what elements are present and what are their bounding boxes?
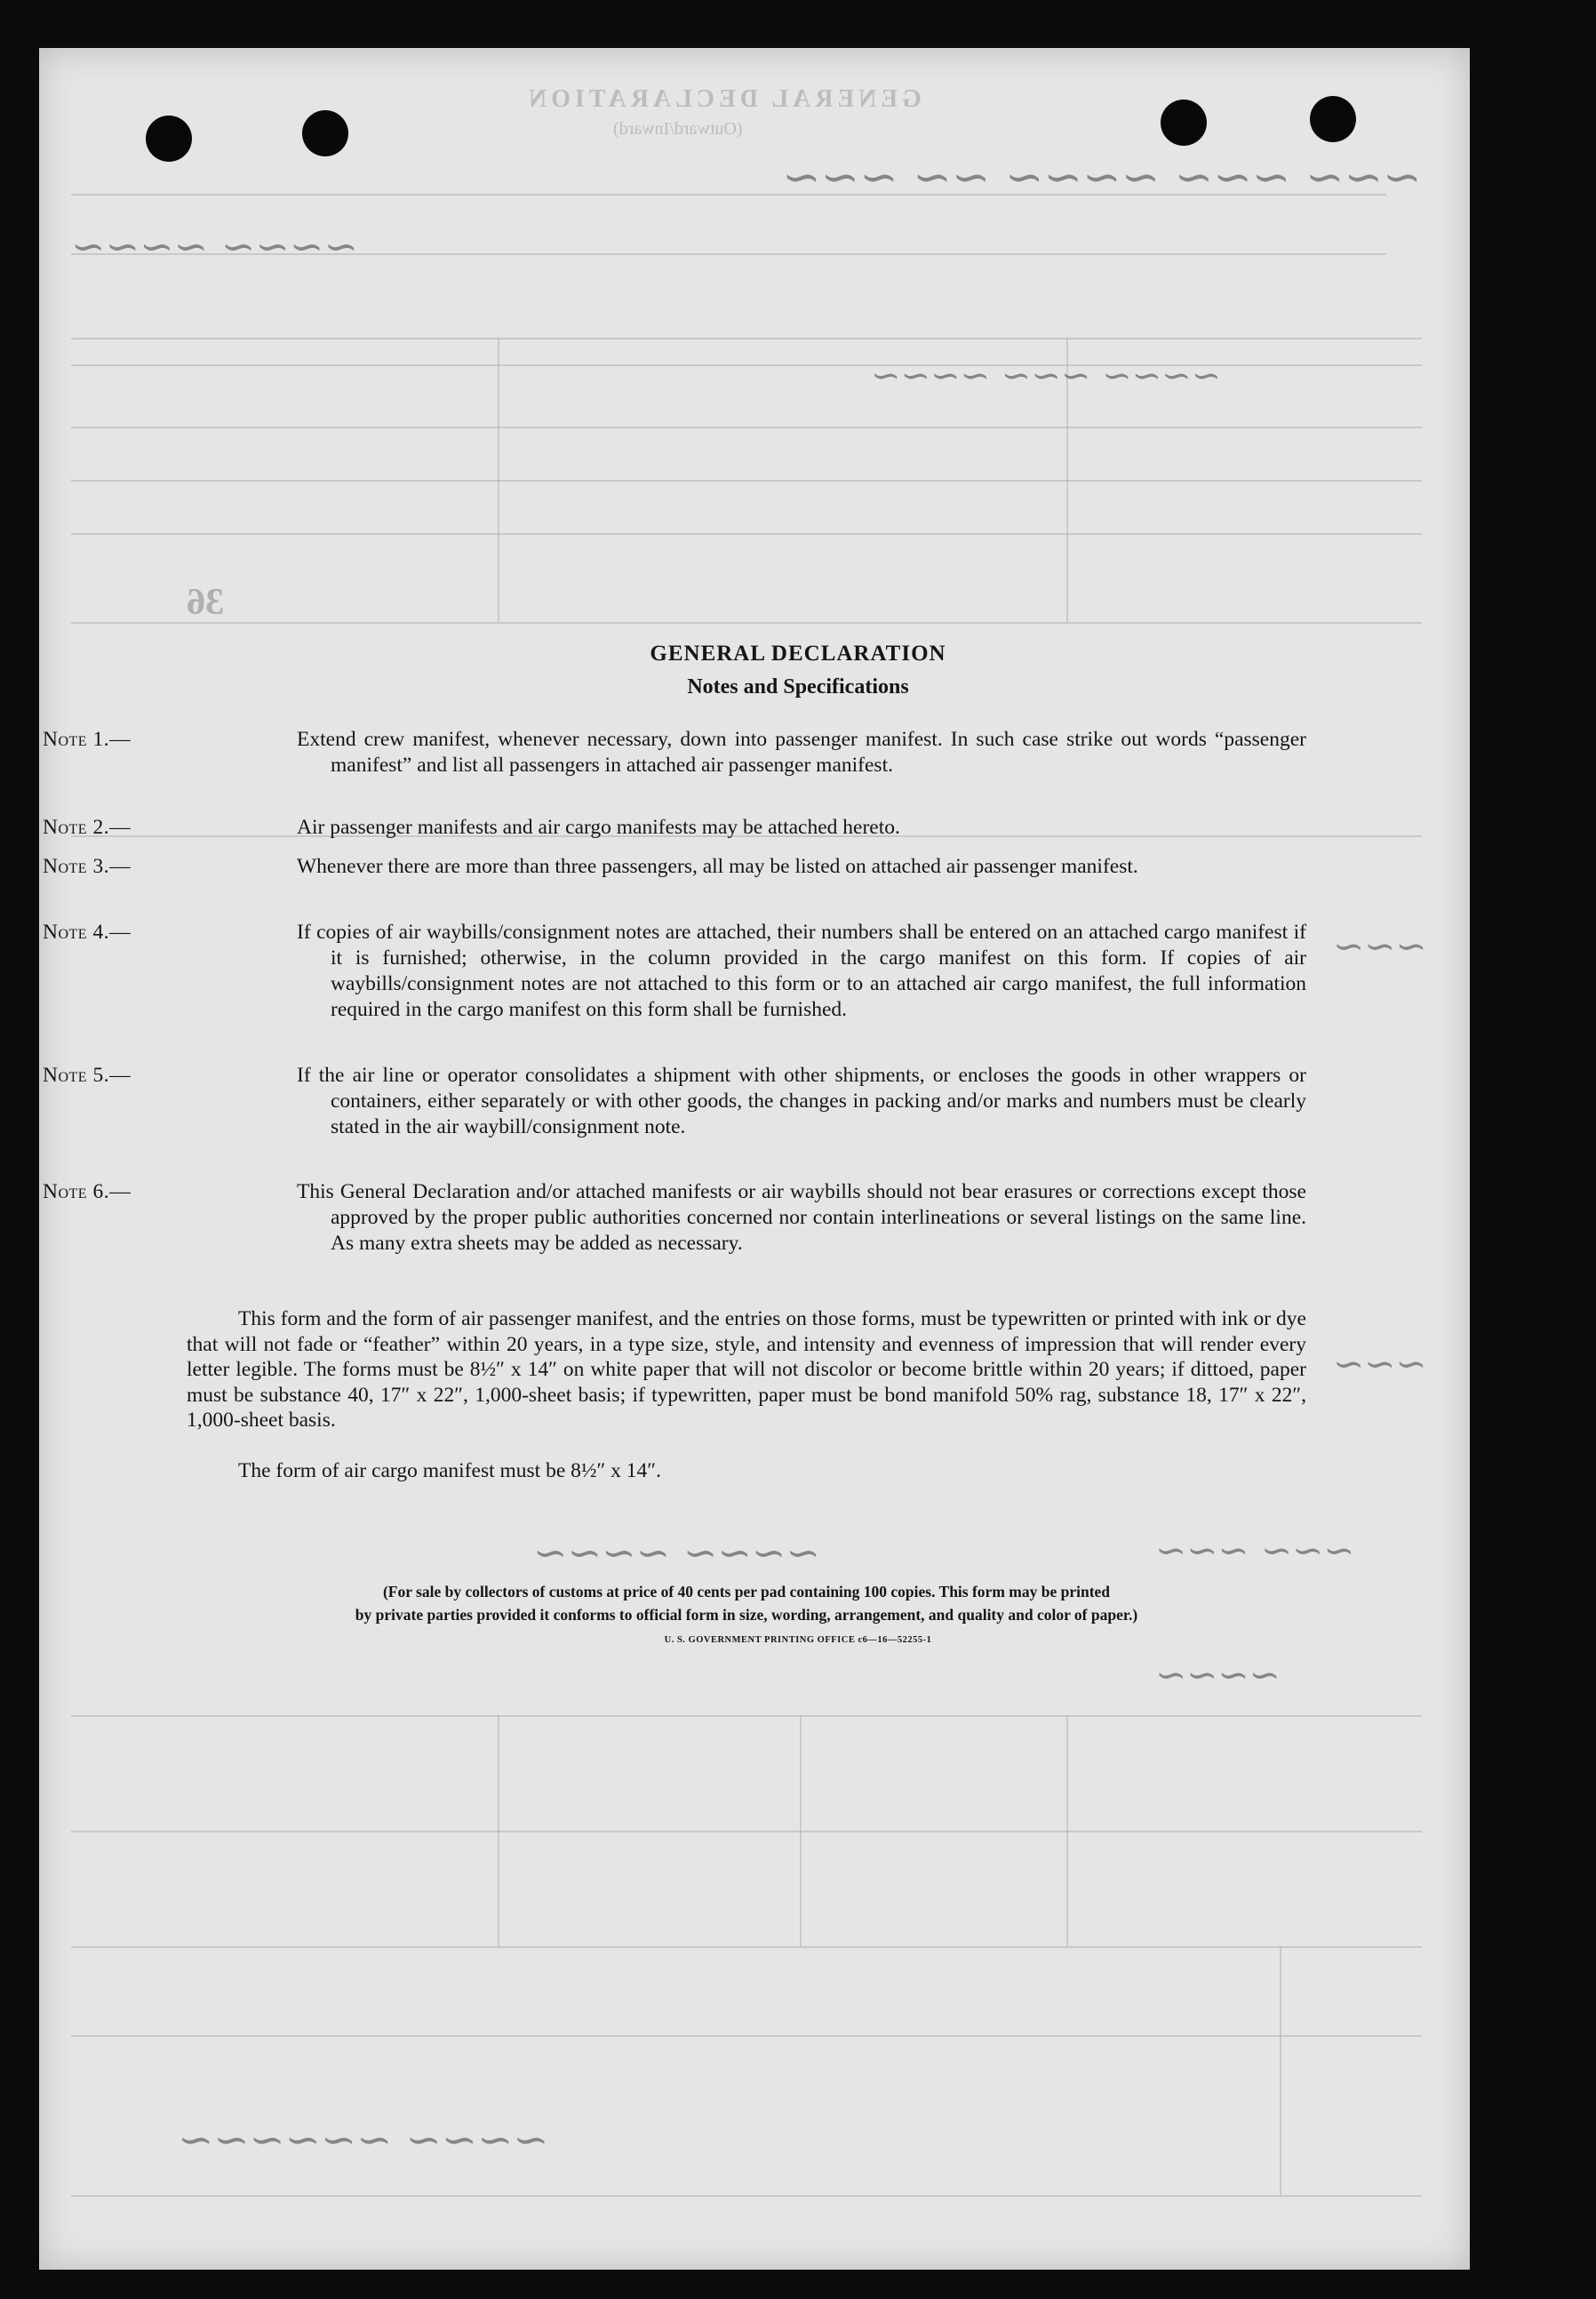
printing-office-imprint: U. S. GOVERNMENT PRINTING OFFICE c6—16—52255-1 xyxy=(664,1635,932,1645)
note-label: Note 6.— xyxy=(43,1180,132,1203)
note-3 xyxy=(43,854,1306,880)
note-text: Whenever there are more than three passengers, all may be listed on attached air passenger manifest. xyxy=(297,855,1138,878)
bleed-through-handwriting: ~~~ ~~~ xyxy=(1155,1529,1355,1572)
note-text: This General Declaration and/or attached manifests or air waybills should not bear erasures or corrections except those approved by the proper public authorities concerned nor contain interlineations or several listings on the same line. As many extra sheets may be added as necessary. xyxy=(297,1180,1306,1255)
note-label: Note 3.— xyxy=(43,855,132,878)
bleed-through-rule xyxy=(71,622,1422,624)
document-sheet xyxy=(39,48,1470,2270)
document-title: GENERAL DECLARATION xyxy=(650,642,946,666)
bleed-through-column-rule xyxy=(498,1715,499,1946)
bleed-through-handwriting: ~~~~ ~~~~ xyxy=(533,1529,820,1577)
sale-notice-line-1: (For sale by collectors of customs at price of 40 cents per pad containing 100 copies. This form may be printed xyxy=(382,1583,1111,1601)
note-text: Air passenger manifests and air cargo manifests may be attached hereto. xyxy=(297,816,900,839)
note-1 xyxy=(43,727,1306,778)
note-text: Extend crew manifest, whenever necessary, down into passenger manifest. In such case strike out words “passenger manifest” and list all passengers in attached air passenger manifest. xyxy=(297,728,1306,777)
bleed-through-rule xyxy=(71,1946,1422,1948)
bleed-through-rule xyxy=(71,1715,1422,1717)
bleed-through-handwriting: ~~~~ xyxy=(1155,1653,1281,1696)
note-label: Note 4.— xyxy=(43,921,132,944)
bleed-through-handwriting: ~~~ ~~~ ~~~~ ~~ ~~~ xyxy=(782,151,1422,204)
cargo-manifest-size-line: The form of air cargo manifest must be 8½″ x 14″. xyxy=(238,1459,661,1482)
bleed-through-rule xyxy=(71,2035,1422,2037)
bleed-through-column-rule xyxy=(800,1715,802,1946)
punch-hole-3 xyxy=(1161,100,1207,146)
bleed-through-subheading: (Outward/Inward) xyxy=(613,119,743,139)
note-5 xyxy=(43,1063,1306,1140)
bleed-through-handwriting: ~~~ xyxy=(1333,924,1427,968)
bleed-through-handwriting: ~~~~ ~~~ ~~~~ xyxy=(871,355,1222,396)
note-label: Note 5.— xyxy=(43,1064,132,1087)
bleed-through-column-rule xyxy=(498,338,499,622)
sale-notice xyxy=(178,1580,1315,1626)
bleed-through-column-rule xyxy=(1280,1946,1281,2195)
bleed-through-rule xyxy=(71,1831,1422,1832)
bleed-through-signature: ~~~~ ~~~~~~ xyxy=(178,2115,549,2165)
bleed-through-rule xyxy=(71,480,1422,482)
bleed-through-handwriting: ~~~~ ~~~~ xyxy=(71,222,358,270)
note-label: Note 1.— xyxy=(43,728,132,751)
note-text: If copies of air waybills/consignment notes are attached, their numbers shall be entered on an attached cargo manifest if it is furnished; otherwise, in the column provided in the cargo manifest on this form. If copies of air waybills/consignment notes are not attached to this form or to an attached air cargo manifest, the full information required in the cargo manifest on this form shall be furnished. xyxy=(297,921,1306,1021)
note-4 xyxy=(43,920,1306,1023)
note-2 xyxy=(43,815,1306,841)
bleed-through-rule xyxy=(71,2195,1422,2197)
format-requirements-paragraph: This form and the form of air passenger manifest, and the entries on those forms, must be typewritten or printed with ink or dye that will not fade or “feather” within 20 years, in a type size, style, and intensity and evenness of impression that will render every letter legible. The forms must be 8½″ x 14″ on white paper that will not discolor or become brittle within 20 years; if dittoed, paper must be substance 40, 17″ x 22″, 1,000-sheet basis; if typewritten, paper must be bond manifold 50% rag, substance 18, 17″ x 22″, 1,000-sheet basis. xyxy=(187,1307,1306,1432)
bleed-through-rule xyxy=(71,338,1422,339)
sale-notice-line-2: by private parties provided it conforms to official form in size, wording, arrangement, and quality and color of paper.) xyxy=(355,1606,1138,1624)
bleed-through-mark: 36 xyxy=(187,582,224,623)
note-label: Note 2.— xyxy=(43,816,132,839)
note-6 xyxy=(43,1179,1306,1257)
punch-hole-1 xyxy=(146,116,192,162)
bleed-through-handwriting: ~~~ xyxy=(1333,1342,1427,1385)
bleed-through-column-rule xyxy=(1066,1715,1068,1946)
document-subtitle: Notes and Specifications xyxy=(687,675,909,698)
bleed-through-rule xyxy=(71,427,1422,428)
bleed-through-heading: GENERAL DECLARATION xyxy=(524,85,922,113)
punch-hole-4 xyxy=(1310,96,1356,142)
punch-hole-2 xyxy=(302,110,348,156)
bleed-through-rule xyxy=(71,533,1422,535)
note-text: If the air line or operator consolidates a shipment with other shipments, or encloses the goods in other wrappers or containers, either separately or with other goods, the changes in packing and/or marks and numbers must be clearly stated in the air waybill/consignment note. xyxy=(297,1064,1306,1138)
